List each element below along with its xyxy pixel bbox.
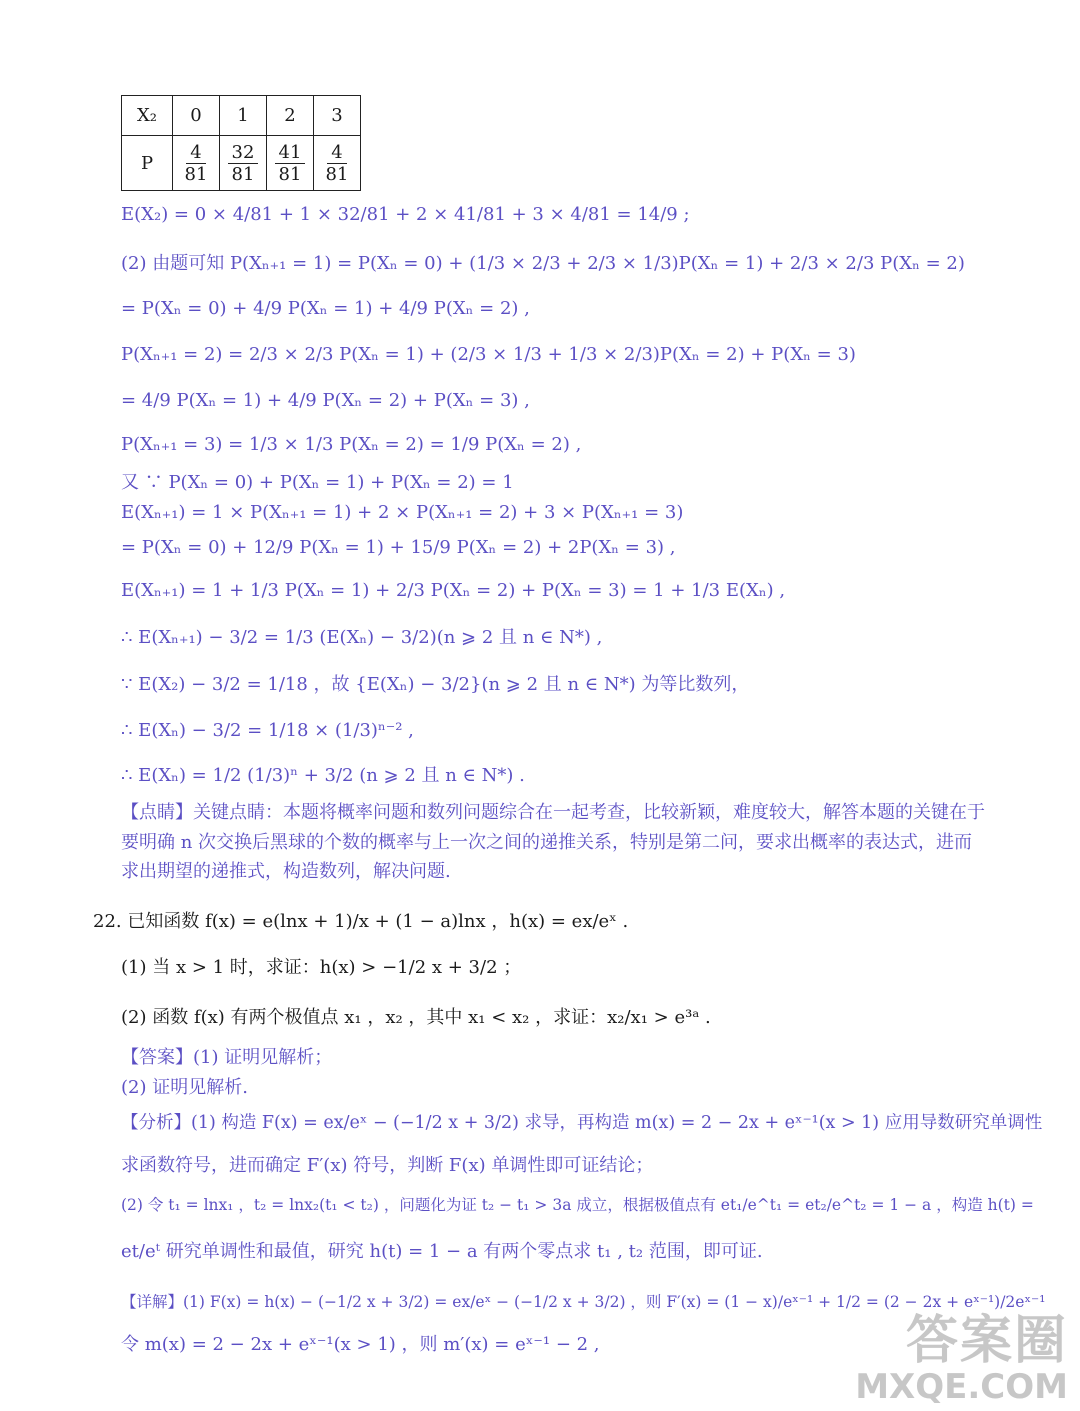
text-line: 求出期望的递推式，构造数列，解决问题. [121,861,451,882]
watermark-small: MXQE.COM [855,1367,1068,1407]
table-cell [267,136,314,191]
text-line: ∴ E(Xₙ) = 1/2 (1/3)ⁿ + 3/2 (n ⩾ 2 且 n ∈ N*) . [121,765,525,786]
text-line: P(Xₙ₊₁ = 2) = 2/3 × 2/3 P(Xₙ = 1) + (2/3 × 1/3 + 1/3 × 2/3)P(Xₙ = 2) + P(Xₙ = 3) [121,344,856,365]
text-line: 【详解】(1) F(x) = h(x) − (−1/2 x + 3/2) = ex/eˣ − (−1/2 x + 3/2) ，则 F′(x) = (1 − x)/eˣ⁻¹ + 1/2 = (2 − 2x + eˣ⁻¹)/2eˣ⁻¹ [121,1293,1046,1311]
problem-22-statement: 22. 已知函数 f(x) = e(lnx + 1)/x + (1 − a)lnx ，h(x) = ex/eˣ . [93,911,629,932]
text-line: et/eᵗ 研究单调性和最值，研究 h(t) = 1 − a 有两个零点求 t₁ , t₂ 范围，即可证. [121,1241,763,1262]
text-line: E(Xₙ₊₁) = 1 × P(Xₙ₊₁ = 1) + 2 × P(Xₙ₊₁ = 2) + 3 × P(Xₙ₊₁ = 3) [121,502,684,523]
denominator: 81 [231,163,255,185]
table-prob-row [122,136,361,191]
text-line: 又 ∵ P(Xₙ = 0) + P(Xₙ = 1) + P(Xₙ = 2) = 1 [121,472,514,493]
table-cell: 2 [267,96,314,136]
watermark-big: 答案圈 [905,1311,1068,1371]
denominator: 81 [278,163,302,185]
denominator: 81 [325,163,349,185]
text-line: 要明确 n 次交换后黑球的个数的概率与上一次之间的递推关系，特别是第二问，要求出概率的表达式，进而 [121,832,973,853]
table-cell: P [122,136,173,191]
table-cell [314,136,361,191]
text-line: ∴ E(Xₙ) − 3/2 = 1/18 × (1/3)ⁿ⁻² , [121,720,414,741]
text-line: = P(Xₙ = 0) + 12/9 P(Xₙ = 1) + 15/9 P(Xₙ = 2) + 2P(Xₙ = 3) , [121,537,676,558]
table-cell [220,136,267,191]
fraction [228,142,259,185]
text-line: (2) 由题可知 P(Xₙ₊₁ = 1) = P(Xₙ = 0) + (1/3 × 2/3 + 2/3 × 1/3)P(Xₙ = 1) + 2/3 × 2/3 P(Xₙ = 2) [121,253,965,274]
text-line: E(X₂) = 0 × 4/81 + 1 × 32/81 + 2 × 41/81 + 3 × 4/81 = 14/9 ; [121,204,690,225]
numerator: 4 [327,142,346,164]
probability-table [121,95,361,191]
text-line: = P(Xₙ = 0) + 4/9 P(Xₙ = 1) + 4/9 P(Xₙ = 2) , [121,298,530,319]
denominator: 81 [184,163,208,185]
text-line: 【点睛】关键点睛：本题将概率问题和数列问题综合在一起考查，比较新颖，难度较大，解答本题的关键在于 [121,802,985,823]
text-line: ∴ E(Xₙ₊₁) − 3/2 = 1/3 (E(Xₙ) − 3/2)(n ⩾ 2 且 n ∈ N*) , [121,627,603,648]
fraction [181,142,212,185]
text-line: (2) 函数 f(x) 有两个极值点 x₁ ，x₂ ，其中 x₁ < x₂ ，求证：x₂/x₁ > e³ᵃ . [121,1007,711,1028]
text-line: (2) 证明见解析. [121,1077,248,1098]
table-cell: 1 [220,96,267,136]
text-line: (2) 令 t₁ = lnx₁ ，t₂ = lnx₂(t₁ < t₂) ，问题化为证 t₂ − t₁ > 3a 成立，根据极值点有 et₁/e^t₁ = et₂/e^t₂ = 1 − a ，构造 h(t) = [121,1196,1034,1214]
fraction [275,142,306,185]
text-line: = 4/9 P(Xₙ = 1) + 4/9 P(Xₙ = 2) + P(Xₙ = 3) , [121,390,530,411]
watermark-logo [855,1313,1068,1405]
table-cell [173,136,220,191]
table-cell: 0 [173,96,220,136]
table-header-row [122,96,361,136]
table-cell: X₂ [122,96,173,136]
table-cell: 3 [314,96,361,136]
text-line: (1) 当 x > 1 时，求证：h(x) > −1/2 x + 3/2 ； [121,957,522,978]
text-line: ∵ E(X₂) − 3/2 = 1/18 ，故 {E(Xₙ) − 3/2}(n ⩾ 2 且 n ∈ N*) 为等比数列， [121,674,750,695]
text-line: 令 m(x) = 2 − 2x + eˣ⁻¹(x > 1) ，则 m′(x) = eˣ⁻¹ − 2 , [121,1334,600,1355]
numerator: 41 [275,142,306,164]
numerator: 32 [228,142,259,164]
text-line: 【分析】(1) 构造 F(x) = ex/eˣ − (−1/2 x + 3/2) 求导，再构造 m(x) = 2 − 2x + eˣ⁻¹(x > 1) 应用导数研究单调性 [121,1113,1043,1133]
text-line: E(Xₙ₊₁) = 1 + 1/3 P(Xₙ = 1) + 2/3 P(Xₙ = 2) + P(Xₙ = 3) = 1 + 1/3 E(Xₙ) , [121,580,786,601]
text-line: 求函数符号，进而确定 F′(x) 符号，判断 F(x) 单调性即可证结论； [121,1155,654,1176]
numerator: 4 [186,142,205,164]
text-line: P(Xₙ₊₁ = 3) = 1/3 × 1/3 P(Xₙ = 2) = 1/9 P(Xₙ = 2) , [121,434,582,455]
text-line: 【答案】(1) 证明见解析； [121,1047,333,1068]
fraction [322,142,353,185]
